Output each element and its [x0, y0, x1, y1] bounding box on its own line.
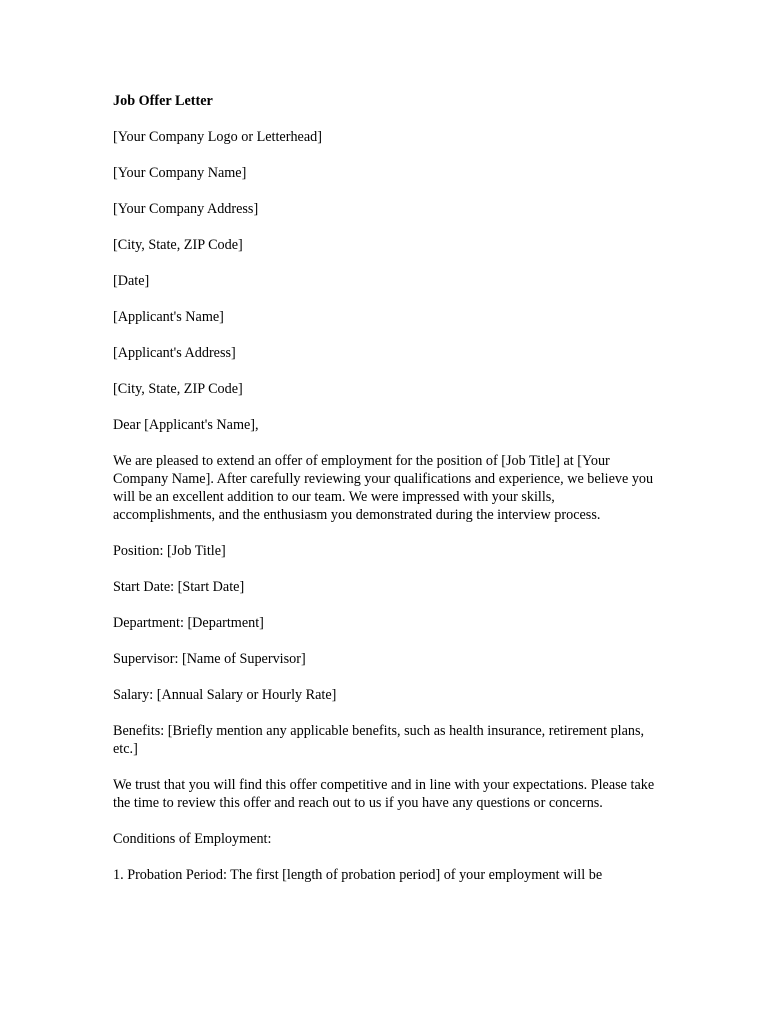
company-name: [Your Company Name]: [113, 165, 247, 181]
department-line: Department: [Department]: [113, 615, 264, 631]
letterhead-placeholder: [Your Company Logo or Letterhead]: [113, 129, 322, 145]
letter-page: [113, 92, 658, 902]
intro-paragraph: We are pleased to extend an offer of employment for the position of [Job Title] at [Your Company Name]. After carefully reviewing your qualifications and experience, we believe you will be an excellent addition to our team. We were impressed with your skills, accomplishments, and the enthusiasm you demonstrated during the interview process.: [113, 453, 654, 523]
letter-date: [Date]: [113, 273, 150, 289]
applicant-address: [Applicant's Address]: [113, 345, 236, 361]
applicant-city-state-zip: [City, State, ZIP Code]: [113, 381, 243, 397]
benefits-paragraph: Benefits: [Briefly mention any applicable benefits, such as health insurance, retirement plans, etc.]: [113, 723, 645, 757]
salutation: Dear [Applicant's Name],: [113, 417, 259, 433]
applicant-name: [Applicant's Name]: [113, 309, 224, 325]
company-address: [Your Company Address]: [113, 201, 259, 217]
salary-line: Salary: [Annual Salary or Hourly Rate]: [113, 687, 337, 703]
trust-paragraph: We trust that you will find this offer competitive and in line with your expectations. Please take the time to review this offer and reach out to us if you have any questions or concerns.: [113, 777, 655, 811]
supervisor-line: Supervisor: [Name of Supervisor]: [113, 651, 306, 667]
company-city-state-zip: [City, State, ZIP Code]: [113, 237, 243, 253]
document-title: Job Offer Letter: [113, 93, 213, 109]
conditions-heading: Conditions of Employment:: [113, 831, 272, 847]
start-date-line: Start Date: [Start Date]: [113, 579, 245, 595]
probation-paragraph: 1. Probation Period: The first [length of probation period] of your employment will be: [113, 867, 603, 883]
position-line: Position: [Job Title]: [113, 543, 226, 559]
